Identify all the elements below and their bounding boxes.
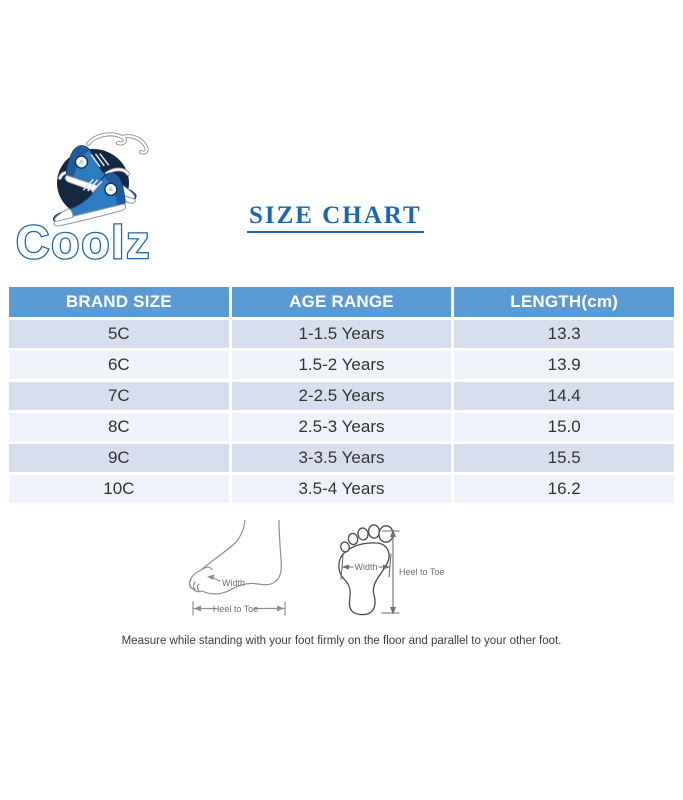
table-row	[8, 319, 676, 350]
cell-age-range: 1.5-2 Years	[230, 350, 453, 381]
cell-brand-size: 5C	[8, 319, 231, 350]
cell-age-range: 2-2.5 Years	[230, 381, 453, 412]
measure-instruction-caption: Measure while standing with your foot firmly on the floor and parallel to your other foot.	[121, 635, 562, 647]
cell-age-range: 3.5-4 Years	[230, 474, 453, 505]
table-row	[8, 474, 676, 505]
cell-length: 13.3	[453, 319, 676, 350]
page-title: SIZE CHART	[247, 202, 424, 233]
cell-length: 15.0	[453, 412, 676, 443]
cell-length: 15.5	[453, 443, 676, 474]
cell-age-range: 1-1.5 Years	[230, 319, 453, 350]
cell-age-range: 3-3.5 Years	[230, 443, 453, 474]
cell-length: 13.9	[453, 350, 676, 381]
cell-length: 16.2	[453, 474, 676, 505]
column-header-length: LENGTH(cm)	[453, 286, 676, 319]
cell-brand-size: 9C	[8, 443, 231, 474]
table-row	[8, 443, 676, 474]
size-chart-table	[6, 284, 677, 506]
sole-length-label: Heel to Toe	[399, 567, 445, 577]
cell-length: 14.4	[453, 381, 676, 412]
cell-brand-size: 8C	[8, 412, 231, 443]
sole-width-label: Width	[354, 562, 378, 572]
table-row	[8, 350, 676, 381]
side-width-label: Width	[222, 578, 246, 588]
cell-brand-size: 10C	[8, 474, 231, 505]
cell-brand-size: 7C	[8, 381, 231, 412]
column-header-age-range: AGE RANGE	[230, 286, 453, 319]
brand-name-text: Coolz	[16, 216, 152, 268]
foot-side-view-diagram	[184, 520, 294, 618]
table-row	[8, 381, 676, 412]
table-header-row	[8, 286, 676, 319]
brand-wordmark	[8, 212, 208, 268]
cell-brand-size: 6C	[8, 350, 231, 381]
cell-age-range: 2.5-3 Years	[230, 412, 453, 443]
column-header-brand-size: BRAND SIZE	[8, 286, 231, 319]
table-row	[8, 412, 676, 443]
side-length-label: Heel to Toe	[212, 604, 259, 614]
foot-sole-diagram	[333, 517, 453, 619]
